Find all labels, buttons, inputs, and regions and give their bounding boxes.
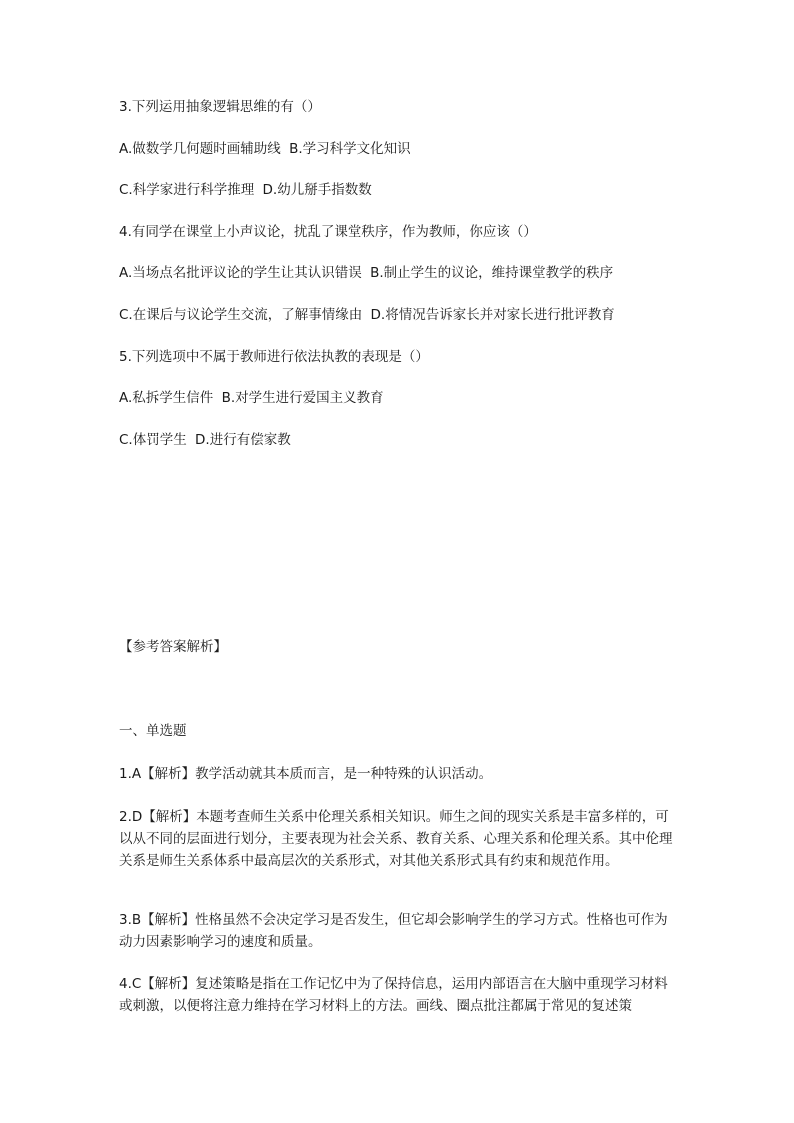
question-5-option-d: D.进行有偿家教 (195, 432, 291, 448)
question-5-option-a: A.私拆学生信件 (119, 390, 214, 406)
question-4-option-c: C.在课后与议论学生交流，了解事情缘由 (119, 307, 363, 323)
question-4-stem: 4.有同学在课堂上小声议论，扰乱了课堂秩序，作为教师，你应该（） (119, 224, 537, 240)
question-3-option-a: A.做数学几何题时画辅助线 (119, 141, 281, 157)
question-4-option-a: A.当场点名批评议论的学生让其认识错误 (119, 265, 362, 281)
question-5-option-b: B.对学生进行爱国主义教育 (221, 390, 384, 406)
question-3-option-d: D.幼儿掰手指数数 (262, 182, 372, 198)
answer-3: 3.B【解析】性格虽然不会决定学习是否发生，但它却会影响学生的学习方式。性格也可作为动力因素影响学习的速度和质量。 (119, 912, 668, 950)
question-4-options-row-2 (119, 304, 679, 327)
question-3-option-c: C.科学家进行科学推理 (119, 182, 255, 198)
question-5-option-c: C.体罚学生 (119, 432, 187, 448)
question-3-options-row-2 (119, 179, 679, 202)
answer-1: 1.A【解析】教学活动就其本质而言，是一种特殊的认识活动。 (119, 766, 493, 782)
answer-4: 4.C【解析】复述策略是指在工作记忆中为了保持信息，运用内部语言在大脑中重现学习材料或刺激，以便将注意力维持在学习材料上的方法。画线、圈点批注都属于常见的复述策 (119, 976, 668, 1014)
section-title: 一、单选题 (119, 723, 187, 739)
question-4-option-b: B.制止学生的议论，维持课堂教学的秩序 (370, 265, 614, 281)
question-5-options-row-2 (119, 429, 679, 452)
question-4-options-row-1 (119, 262, 679, 285)
answer-heading: 【参考答案解析】 (119, 639, 227, 655)
question-3-options-row-1 (119, 138, 679, 161)
question-3-option-b: B.学习科学文化知识 (289, 141, 411, 157)
question-5-options-row-1 (119, 387, 679, 410)
answer-2: 2.D【解析】本题考查师生关系中伦理关系相关知识。师生之间的现实关系是丰富多样的，可以从不同的层面进行划分，主要表现为社会关系、教育关系、心理关系和伦理关系。其中伦理关系是师生关系体系中最高层次的关系形式，对其他关系形式具有约束和规范作用。 (119, 809, 673, 869)
question-4-option-d: D.将情况告诉家长并对家长进行批评教育 (370, 307, 615, 323)
question-5-stem: 5.下列选项中不属于教师进行依法执教的表现是（） (119, 349, 429, 365)
question-3-stem: 3.下列运用抽象逻辑思维的有（） (119, 99, 321, 115)
